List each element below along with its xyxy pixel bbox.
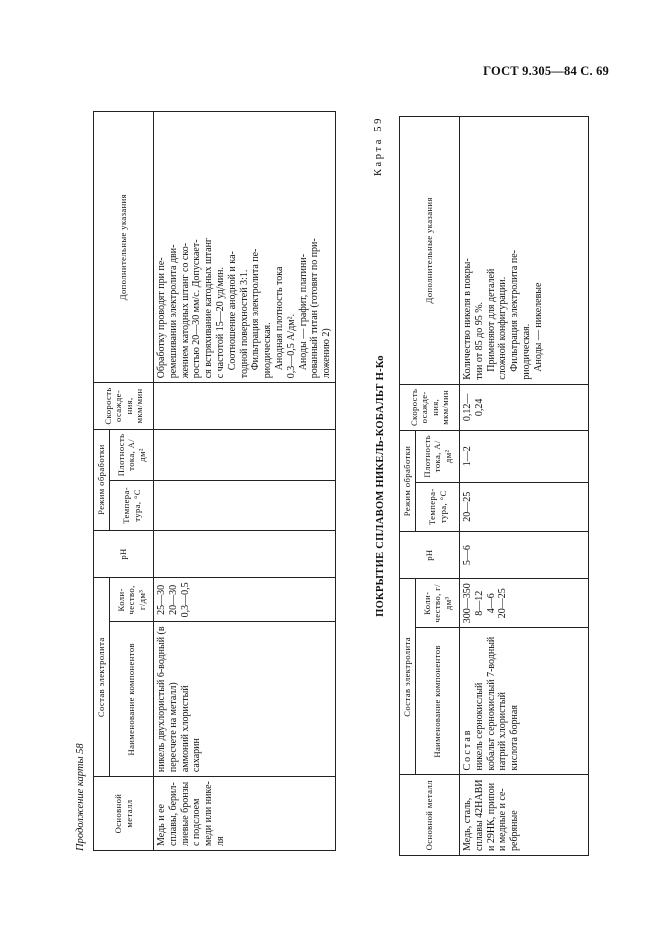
table-continuation-map-58	[75, 111, 333, 851]
metal-line: сплавы 42НАВИ	[473, 779, 485, 851]
header-composition: Состав электролита	[94, 578, 110, 777]
header-temperature: Темпера-тура, °С	[110, 481, 154, 530]
cell-temperature	[154, 481, 336, 530]
note-line: Соотношение анодной и ка-	[226, 251, 238, 371]
component-line: аммоний хлористый	[179, 685, 191, 773]
header-component-name: Наименование компонентов	[416, 628, 460, 775]
header-speed: Скорость осажде-ния, мкм/мин	[94, 383, 154, 429]
note-line: Количество никеля в покры-	[462, 258, 473, 380]
metal-line: и медные и се-	[497, 788, 509, 851]
note-line: Фильтрация электролита пе-	[250, 248, 262, 371]
note-line: тии от 85 до 95 %.	[473, 301, 485, 380]
note-line: Применяют для деталей	[485, 268, 497, 372]
note-line: Аноды — графит, платини-	[297, 253, 309, 371]
map-label: Карта 59	[373, 116, 384, 176]
header-speed: Скорость осажде-ния, мкм/мин	[400, 384, 460, 430]
continuation-label: Продолжение карты 58	[75, 743, 86, 851]
component-line: никель сернокислый	[473, 682, 485, 771]
cell-speed: 0,12—0,24	[460, 384, 589, 430]
metal-line: Медь, сталь,	[462, 797, 473, 851]
header-quantity: Коли-чество, г/дм³	[110, 578, 154, 622]
note-line: ремешивании электролита дви-	[167, 244, 179, 379]
quantity-line: 20—30	[167, 584, 179, 615]
quantity-line: 4—6	[485, 593, 497, 614]
note-line: сложной конфигурации.	[497, 276, 509, 380]
component-line: кислота борная	[509, 705, 521, 771]
component-line: кобальт сернокислый 7-водный	[485, 636, 497, 771]
quantity-line: 0,3—0,5	[179, 582, 191, 618]
cell-metal	[460, 775, 589, 856]
metal-line: ля	[214, 836, 226, 846]
note-line: ложению 2)	[321, 328, 333, 379]
note-line: с частотой 15—20 уд/мин.	[214, 266, 226, 379]
quantity-line: 25—30	[156, 584, 167, 615]
cell-metal	[154, 777, 336, 851]
cell-quantities	[460, 579, 589, 628]
metal-line: лиевые бронзы	[179, 781, 191, 846]
note-line: тодной поверхностей 3:1.	[238, 269, 250, 379]
metal-line: и 29НК, припои	[485, 782, 497, 851]
electrolyte-table-1	[93, 111, 336, 851]
component-line: пересчете на металл)	[167, 682, 179, 773]
header-density: Плотность тока, А/дм²	[110, 429, 154, 481]
quantity-line: 20—25	[497, 588, 509, 619]
header-ph: рН	[94, 530, 154, 578]
note-line: ся встряхивание катодных штанг	[203, 237, 215, 379]
component-line: никель двухлористый 6-водный (в	[156, 626, 167, 773]
cell-density	[154, 429, 336, 481]
note-line: риодическая.	[520, 323, 532, 380]
cell-components	[154, 622, 336, 777]
header-ph: рН	[400, 531, 460, 578]
cell-notes	[460, 117, 589, 385]
cell-ph: 5—6	[460, 531, 589, 578]
table-map-59	[373, 116, 609, 856]
header-temperature: Темпера-тура, °С	[416, 482, 460, 531]
cell-density: 1—2	[460, 430, 589, 482]
cell-components	[460, 628, 589, 775]
note-line: Фильтрация электролита пе-	[509, 250, 521, 372]
header-metal: Основной металл	[94, 777, 154, 851]
cell-quantities	[154, 578, 336, 622]
header-notes: Дополнительные указания	[400, 117, 460, 385]
component-line: сахарин	[191, 738, 203, 773]
note-line: ростью 20—30 мм/с. Допускает-	[191, 239, 203, 379]
header-mode: Режим обработки	[94, 429, 110, 530]
note-line: риодическая.	[262, 322, 274, 379]
header-mode: Режим обработки	[400, 430, 416, 531]
note-line: жением катодных штанг со ско-	[179, 242, 191, 379]
metal-line: сплавы, берил-	[167, 782, 179, 846]
note-line: Обработку проводят при пе-	[156, 257, 167, 379]
metal-line: Медь и ее	[156, 804, 167, 846]
cell-temperature: 20—25	[460, 482, 589, 531]
header-quantity: Коли-чество, г/дм³	[416, 579, 460, 628]
metal-line: ребряные	[509, 810, 521, 851]
header-composition: Состав электролита	[400, 579, 416, 775]
components-heading: Состав	[462, 728, 473, 771]
note-line: 0,3—0,5 А/дм².	[285, 313, 297, 379]
page-header: ГОСТ 9.305—84 С. 69	[483, 64, 609, 78]
electrolyte-table-2	[399, 116, 589, 856]
note-line: Анодная плотность тока	[273, 266, 285, 371]
header-notes: Дополнительные указания	[94, 112, 154, 383]
note-line: Аноды — никелевые	[532, 282, 544, 372]
metal-line: с подслоем	[191, 798, 203, 846]
section-title: ПОКРЫТИЕ СПЛАВОМ НИКЕЛЬ-КОБАЛЬТ Н-Ко	[375, 355, 386, 617]
component-line: натрий хлористый	[497, 692, 509, 771]
cell-notes	[154, 112, 336, 383]
cell-ph	[154, 530, 336, 578]
quantity-line: 300—350	[462, 583, 473, 624]
header-metal: Основной металл	[400, 775, 460, 856]
cell-speed	[154, 383, 336, 429]
quantity-line: 8—12	[473, 590, 485, 616]
metal-line: меди или нике-	[203, 781, 215, 846]
header-density: Плотность тока, А/дм²	[416, 430, 460, 482]
header-component-name: Наименование компонентов	[110, 622, 154, 777]
note-line: рованный титан (готовят по при-	[309, 238, 321, 379]
